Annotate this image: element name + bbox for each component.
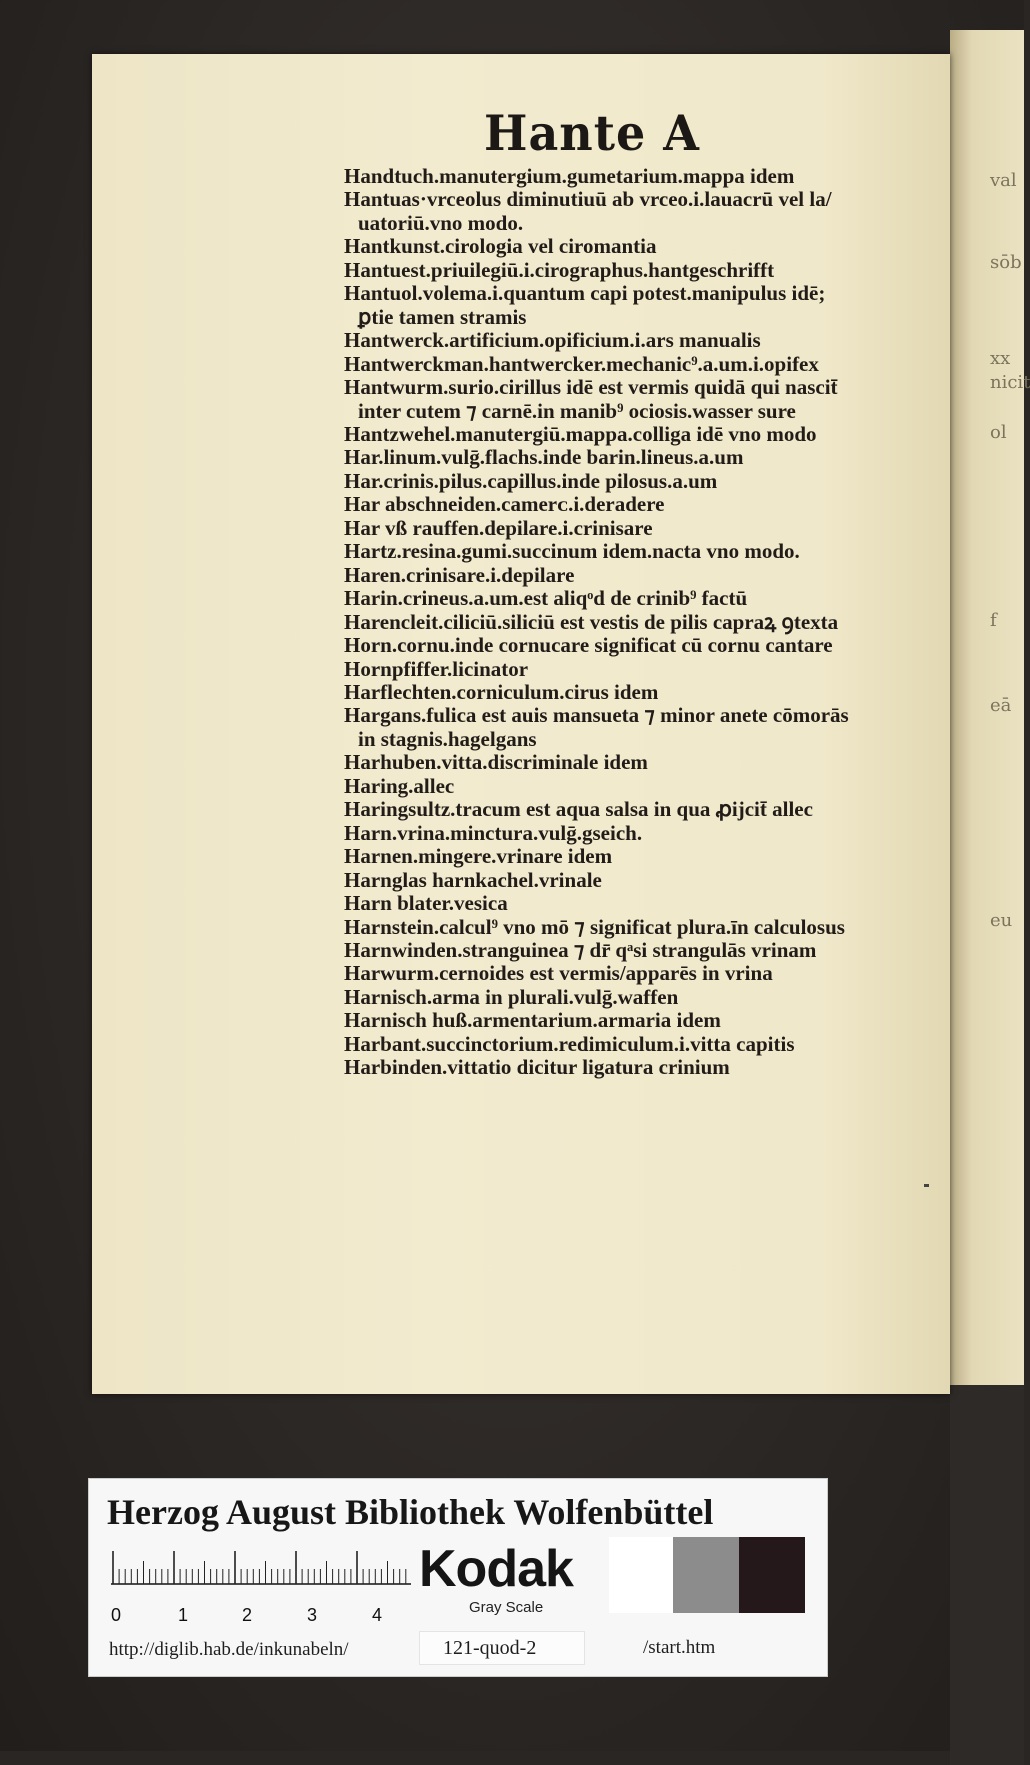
entry-line: Hantkunst.cirologia vel ciromantia (344, 234, 657, 259)
ruler-number: 0 (111, 1605, 122, 1625)
entry-line: Haring.allec (344, 773, 455, 798)
adjacent-page-edge (950, 30, 1030, 1410)
entry-line: Hantwurm.surio.cirillus idē est vermis quidā qui nascit̄ (344, 375, 838, 400)
page-header: Hante A (484, 104, 700, 162)
dark-swatch (739, 1537, 805, 1613)
entry-line: inter cutem ⁊ carnē.in manib⁹ ociosis.wasser sure (358, 398, 796, 423)
dictionary-entries (344, 165, 924, 1080)
entry-line: Harnen.mingere.vrinare idem (344, 844, 613, 869)
entry-line: Harbant.succinctorium.redimiculum.i.vitta capitis (344, 1031, 795, 1056)
margin-fragment: f (990, 610, 997, 631)
entry-line: Har.linum.vulḡ.flachs.inde barin.lineus.a.um (344, 445, 744, 470)
entry-line: Hantuest.priuilegiū.i.cirographus.hantgeschrifft (344, 257, 775, 282)
entry-line: Harnisch huß.armentarium.armaria idem (344, 1008, 721, 1033)
entry-line: Harnisch.arma in plurali.vulḡ.waffen (344, 984, 679, 1009)
entry-line: Harwurm.cernoides est vermis/apparēs in vrina (344, 961, 773, 986)
margin-fragment: xx (990, 348, 1011, 369)
entry-line: Hartz.resina.gumi.succinum idem.nacta vno modo. (344, 539, 800, 564)
entry-line: Hantuas·vrceolus diminutiuū ab vrceo.i.lauacrū vel la/ (344, 187, 832, 212)
margin-fragment: sōb (990, 252, 1022, 273)
ruler-numbers (111, 1605, 441, 1627)
entry-line: Hargans.fulica est auis mansueta ⁊ minor anete cōmorās (344, 703, 849, 728)
entry-line: Hantuol.volema.i.quantum capi potest.manipulus idē; (344, 281, 826, 306)
entry-line: Har.crinis.pilus.capillus.inde pilosus.a.um (344, 468, 718, 493)
entry-line: Harn blater.vesica (344, 891, 508, 916)
ruler-scale (111, 1551, 411, 1585)
entry-line: Harnglas harnkachel.vrinale (344, 867, 602, 892)
entry-line: Hantwerck.artificium.opificium.i.ars manualis (344, 328, 761, 353)
entry-line: Harbinden.vittatio dicitur ligatura crinium (344, 1055, 730, 1080)
entry-line: Handtuch.manutergium.gumetarium.mappa idem (344, 164, 795, 188)
entry-line: Har abschneiden.camerᴄ.i.deradere (344, 492, 665, 517)
entry-line: Hantwerckman.hantwercker.mechanic⁹.a.um.i.opifex (344, 351, 819, 376)
entry-line: Harin.crineus.a.um.est aliqͦd de crinib⁹ factū (344, 586, 748, 611)
entry-line: Harhuben.vitta.discriminale idem (344, 750, 648, 775)
white-swatch (609, 1537, 673, 1613)
entry-line: Harnwinden.stranguinea ⁊ dr̄ qͣsi strangulās vrinam (344, 937, 817, 962)
ink-speck (924, 1184, 929, 1187)
gray-swatch (673, 1537, 739, 1613)
margin-fragment: nicit (990, 372, 1030, 393)
book-page (92, 54, 950, 1394)
adjacent-page-shadow (950, 1385, 1024, 1765)
margin-fragment: eā (990, 695, 1012, 716)
url-suffix: /start.htm (643, 1637, 716, 1658)
margin-fragment: ol (990, 422, 1007, 443)
ruler-number: 1 (178, 1605, 189, 1625)
entry-line: Horn.cornu.inde cornucare significat cū cornu cantare (344, 633, 833, 658)
gray-scale-label: Gray Scale (469, 1599, 544, 1616)
entry-line: ꝑtie tamen stramis (358, 304, 527, 329)
ruler-number: 2 (242, 1605, 253, 1625)
entry-line: Haringsultz.tracum est aqua salsa in qua ꝓijcit̄ allec (344, 797, 813, 822)
entry-line: Harflechten.corniculum.cirus idem (344, 679, 659, 704)
url-strip (103, 1627, 807, 1665)
entry-line: Hornpfiffer.licinator (344, 656, 529, 681)
margin-fragment: eu (990, 910, 1013, 931)
ruler-number: 4 (372, 1605, 383, 1625)
entry-line: uatoriū.vno modo. (358, 210, 524, 235)
url-prefix: http://diglib.hab.de/inkunabeln/ (109, 1639, 349, 1660)
entry-line: Har vß rauffen.depilare.i.crinisare (344, 515, 653, 540)
entry-line: Hantzwehel.manutergiū.mappa.colliga idē vno modo (344, 421, 817, 446)
entry-line: Haren.crinisare.i.depilare (344, 562, 575, 587)
kodak-logo: Kodak (419, 1540, 573, 1598)
url-identifier: 121-quod-2 (443, 1637, 537, 1659)
library-name: Herzog August Bibliothek Wolfenbüttel (107, 1492, 714, 1532)
margin-fragment: val (990, 170, 1017, 191)
color-target-card (88, 1478, 828, 1677)
entry-line: in stagnis.hagelgans (358, 726, 537, 751)
entry-line: Harn.vrina.minctura.vulḡ.gseich. (344, 820, 643, 845)
entry-line: Harnstein.calcul⁹ vno mō ⁊ significat plura.īn calculosus (344, 914, 845, 939)
entry-line: Harencleit.ciliciū.siliciū est vestis de pilis capraꝝ ꝯtexta (344, 609, 839, 634)
ruler-number: 3 (307, 1605, 318, 1625)
